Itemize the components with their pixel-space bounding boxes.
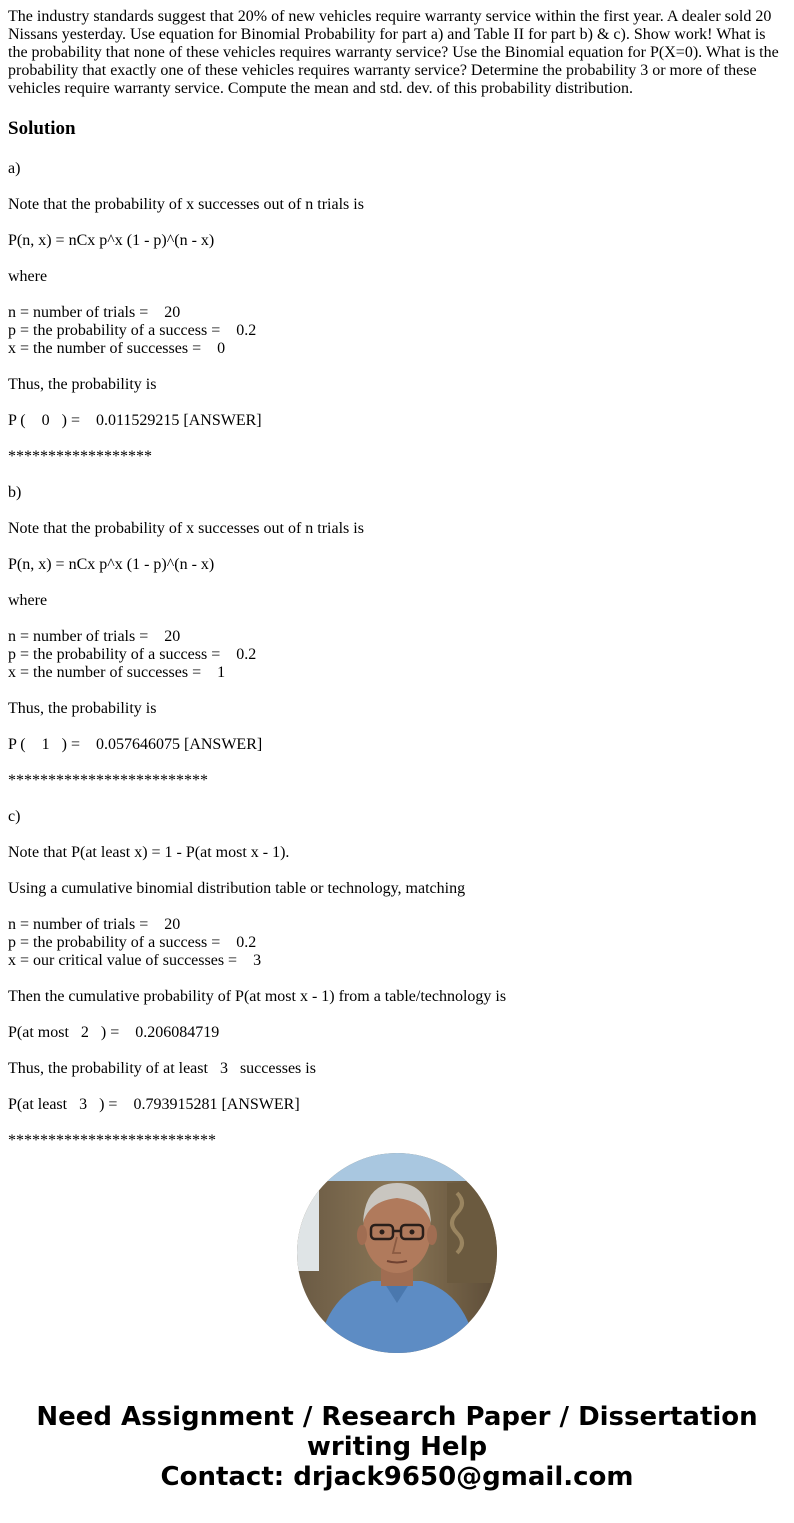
part-a-label: a) (8, 160, 21, 177)
part-b-n: n = number of trials = 20 (8, 628, 181, 645)
part-a-n: n = number of trials = 20 (8, 304, 181, 321)
part-c-label: c) (8, 808, 21, 825)
part-a-where: where (8, 268, 48, 285)
question-text: The industry standards suggest that 20% of new vehicles require warranty service within the first year. A dealer sold 20 Nissans yesterday. Use equation for Binomial Probability for part a) and Table II for part b) & c). Show work! What is the probability that none of these vehicles requires warranty service? Use the Binomial equation for P(X=0). What is the probability that exactly one of these vehicles requires warranty service? Determine the probability 3 or more of these vehicles require warranty service. Compute the mean and std. dev. of this probability distribution. (8, 8, 779, 97)
part-c-x: x = our critical value of successes = 3 (8, 952, 262, 969)
part-b-separator: ************************* (8, 772, 208, 789)
part-a-intro: Note that the probability of x successes out of n trials is (8, 196, 364, 213)
part-a-formula: P(n, x) = nCx p^x (1 - p)^(n - x) (8, 232, 215, 249)
part-b-formula: P(n, x) = nCx p^x (1 - p)^(n - x) (8, 556, 215, 573)
part-c-result: P(at least 3 ) = 0.793915281 [ANSWER] (8, 1096, 300, 1113)
contact-footer (0, 1402, 794, 1492)
part-c-then: Then the cumulative probability of P(at most x - 1) from a table/technology is (8, 988, 507, 1005)
part-c-separator: ************************** (8, 1132, 216, 1149)
part-a-thus: Thus, the probability is (8, 376, 157, 393)
part-b-thus: Thus, the probability is (8, 700, 157, 717)
part-b-x: x = the number of successes = 1 (8, 664, 226, 681)
solution-heading: Solution (8, 118, 76, 139)
part-c-p: p = the probability of a success = 0.2 (8, 934, 257, 951)
part-b-p: p = the probability of a success = 0.2 (8, 646, 257, 663)
part-b-where: where (8, 592, 48, 609)
part-b-label: b) (8, 484, 22, 501)
part-a-p: p = the probability of a success = 0.2 (8, 322, 257, 339)
footer-line-2: writing Help (306, 1432, 488, 1462)
part-c-note: Note that P(at least x) = 1 - P(at most x - 1). (8, 844, 290, 861)
part-b-result: P ( 1 ) = 0.057646075 [ANSWER] (8, 736, 263, 753)
part-a-x: x = the number of successes = 0 (8, 340, 226, 357)
part-c-at-most: P(at most 2 ) = 0.206084719 (8, 1024, 220, 1041)
footer-line-1: Need Assignment / Research Paper / Dissertation (36, 1402, 758, 1432)
part-a-separator: ****************** (8, 448, 152, 465)
document-body (8, 8, 786, 1150)
part-c-n: n = number of trials = 20 (8, 916, 181, 933)
avatar (297, 1153, 497, 1353)
footer-contact-line: Contact: drjack9650@gmail.com (160, 1462, 634, 1492)
part-c-using: Using a cumulative binomial distribution table or technology, matching (8, 880, 466, 897)
avatar-photo (297, 1153, 497, 1353)
part-b-intro: Note that the probability of x successes out of n trials is (8, 520, 364, 537)
solution-body (8, 160, 786, 1150)
part-c-thus: Thus, the probability of at least 3 successes is (8, 1060, 316, 1077)
part-a-result: P ( 0 ) = 0.011529215 [ANSWER] (8, 412, 262, 429)
